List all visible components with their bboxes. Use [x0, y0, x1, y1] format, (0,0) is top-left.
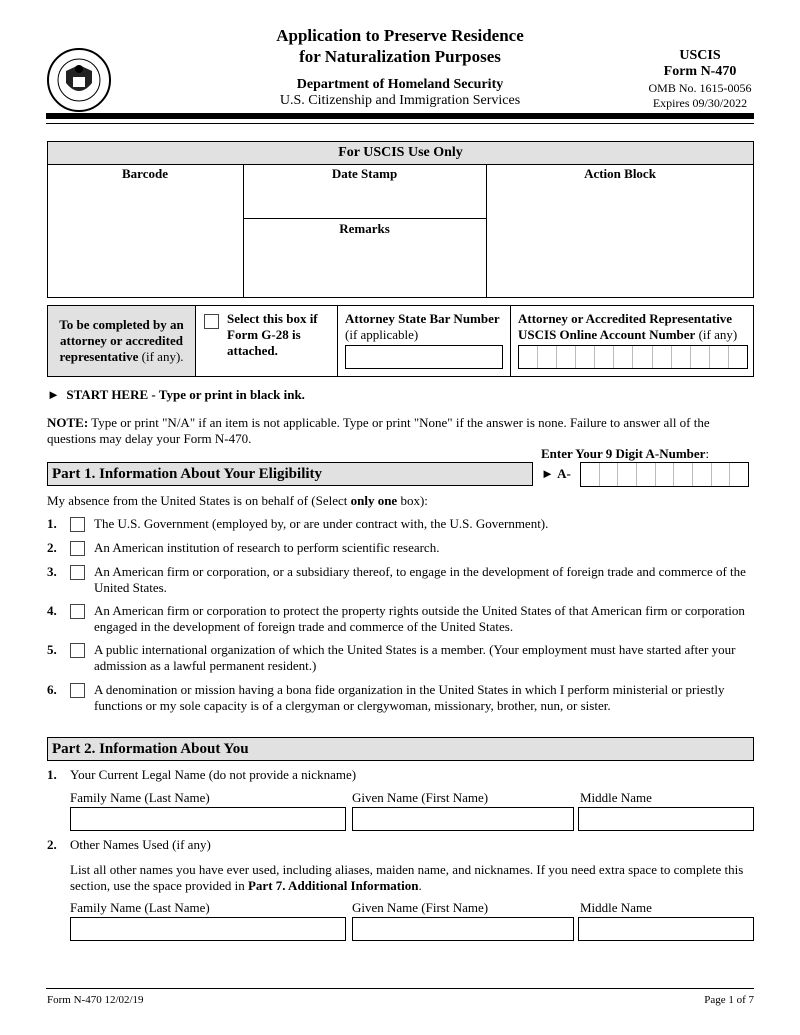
option-checkbox[interactable]	[70, 643, 85, 658]
g28-label-line: Select this box if	[227, 311, 318, 326]
item-number: 4.	[47, 603, 57, 618]
part2-header: Part 2. Information About You	[47, 737, 754, 761]
bar-number-sublabel: (if applicable)	[345, 327, 419, 342]
given-name-label: Given Name (First Name)	[352, 790, 489, 805]
bar-number-label: Attorney State Bar Number	[345, 311, 500, 326]
punctuation: .	[418, 878, 422, 893]
option-checkbox[interactable]	[70, 683, 85, 698]
note-text: Type or print "N/A" if an item is not applicable. Type or print "None" if the answer is none. Failure to answer all of the	[88, 415, 710, 430]
g28-label	[227, 311, 318, 359]
attorney-intro-line: representative	[59, 349, 139, 364]
item-number: 6.	[47, 682, 57, 697]
item-number: 1.	[47, 767, 57, 782]
item-number: 2.	[47, 837, 57, 852]
attorney-intro-suffix: (if any).	[138, 349, 184, 364]
part7-reference: Part 7. Additional Information	[247, 878, 419, 893]
divider	[486, 164, 487, 297]
option-text: functions or my sole capacity is of a clergyman or clergywoman, missionary, brother, nun, or sister.	[94, 698, 611, 713]
item-number: 3.	[47, 564, 57, 579]
online-account-number-input[interactable]	[518, 345, 748, 369]
option-text: United States.	[94, 580, 167, 595]
option-text: A public international organization of which the United States is a member. (Your employment must have started after your	[94, 642, 736, 657]
given-name-label: Given Name (First Name)	[352, 900, 489, 915]
option-text: An American firm or corporation, or a subsidiary thereof, to engage in the development of foreign trade and commerce of the	[94, 564, 746, 579]
form-number: Form N-470	[663, 64, 737, 79]
agency-name: U.S. Citizenship and Immigration Services	[279, 93, 521, 108]
attorney-intro-line: attorney or accredited	[60, 333, 183, 348]
divider	[243, 218, 486, 219]
action-block-label: Action Block	[584, 166, 656, 181]
item-number: 1.	[47, 516, 57, 531]
option-checkbox[interactable]	[70, 541, 85, 556]
other-names-instructions: List all other names you have ever used, including aliases, maiden name, and nicknames. If you need extra space to complete this	[70, 862, 744, 877]
family-name-label: Family Name (Last Name)	[70, 900, 210, 915]
current-name-question: Your Current Legal Name (do not provide a nickname)	[70, 767, 357, 782]
part1-intro: My absence from the United States is on behalf of (Select	[47, 493, 351, 508]
other-given-name-input[interactable]	[352, 917, 574, 941]
g28-label-line: attached.	[227, 343, 278, 358]
arrow-right-icon: ►	[47, 387, 67, 402]
other-family-name-input[interactable]	[70, 917, 346, 941]
other-names-question: Other Names Used (if any)	[70, 837, 211, 852]
attorney-intro-line: To be completed by an	[59, 317, 184, 332]
other-middle-name-input[interactable]	[578, 917, 754, 941]
dhs-seal-icon	[46, 47, 112, 113]
date-stamp-label: Date Stamp	[331, 166, 398, 181]
option-checkbox[interactable]	[70, 565, 85, 580]
header-thin-rule	[46, 123, 754, 124]
footer-form-id: Form N-470 12/02/19	[47, 994, 144, 1006]
item-number: 2.	[47, 540, 57, 555]
form-title-line2: for Naturalization Purposes	[299, 47, 501, 66]
current-middle-name-input[interactable]	[578, 807, 754, 831]
footer-page-number: Page 1 of 7	[704, 994, 754, 1006]
a-number-prefix: A-	[557, 466, 571, 481]
option-text: engaged in the development of foreign trade and commerce of the United States.	[94, 619, 514, 634]
remarks-label: Remarks	[339, 221, 390, 236]
note-label: NOTE:	[47, 415, 89, 430]
item-number: 5.	[47, 642, 57, 657]
middle-name-label: Middle Name	[580, 900, 652, 915]
option-text: The U.S. Government (employed by, or are under contract with, the U.S. Government).	[94, 516, 549, 531]
family-name-label: Family Name (Last Name)	[70, 790, 210, 805]
divider	[337, 305, 338, 377]
option-text: An American firm or corporation to protect the property rights outside the United States of that American firm or corporation	[94, 603, 745, 618]
department-name: Department of Homeland Security	[296, 77, 504, 92]
other-names-instructions: section, use the space provided in	[70, 878, 248, 893]
option-checkbox[interactable]	[70, 517, 85, 532]
start-here-instruction	[47, 387, 305, 403]
g28-attached-checkbox[interactable]	[204, 314, 219, 329]
option-text: An American institution of research to perform scientific research.	[94, 540, 440, 555]
option-checkbox[interactable]	[70, 604, 85, 619]
attorney-intro	[47, 317, 196, 365]
a-number-input[interactable]	[580, 462, 749, 487]
start-here-text: START HERE - Type or print in black ink.	[66, 387, 305, 402]
current-given-name-input[interactable]	[352, 807, 574, 831]
a-number-colon: :	[705, 446, 710, 461]
current-family-name-input[interactable]	[70, 807, 346, 831]
note-text: questions may delay your Form N-470.	[47, 431, 252, 446]
agency-abbr: USCIS	[679, 48, 721, 63]
g28-label-line: Form G-28 is	[227, 327, 301, 342]
footer-rule	[46, 988, 754, 989]
uscis-use-only-title: For USCIS Use Only	[47, 141, 754, 165]
online-account-sublabel: (if any)	[695, 327, 738, 342]
header-thick-rule	[46, 113, 754, 119]
option-text: admission as a lawful permanent resident.)	[94, 658, 317, 673]
a-number-label: Enter Your 9 Digit A-Number	[541, 446, 706, 461]
arrow-right-icon: ►	[541, 466, 558, 481]
part1-header: Part 1. Information About Your Eligibility	[47, 462, 533, 486]
barcode-label: Barcode	[122, 166, 168, 181]
bar-number-input[interactable]	[345, 345, 503, 369]
expiration-date: Expires 09/30/2022	[652, 96, 748, 110]
part1-intro-end: box):	[397, 493, 428, 508]
online-account-label: USCIS Online Account Number	[518, 327, 696, 342]
omb-number: OMB No. 1615-0056	[648, 81, 752, 95]
option-text: A denomination or mission having a bona fide organization in the United States in which I perform ministerial or priestly	[94, 682, 725, 697]
divider	[510, 305, 511, 377]
form-title-line1: Application to Preserve Residence	[276, 26, 524, 45]
online-account-label: Attorney or Accredited Representative	[518, 311, 733, 326]
middle-name-label: Middle Name	[580, 790, 652, 805]
part1-intro-emphasis: only one	[350, 493, 398, 508]
